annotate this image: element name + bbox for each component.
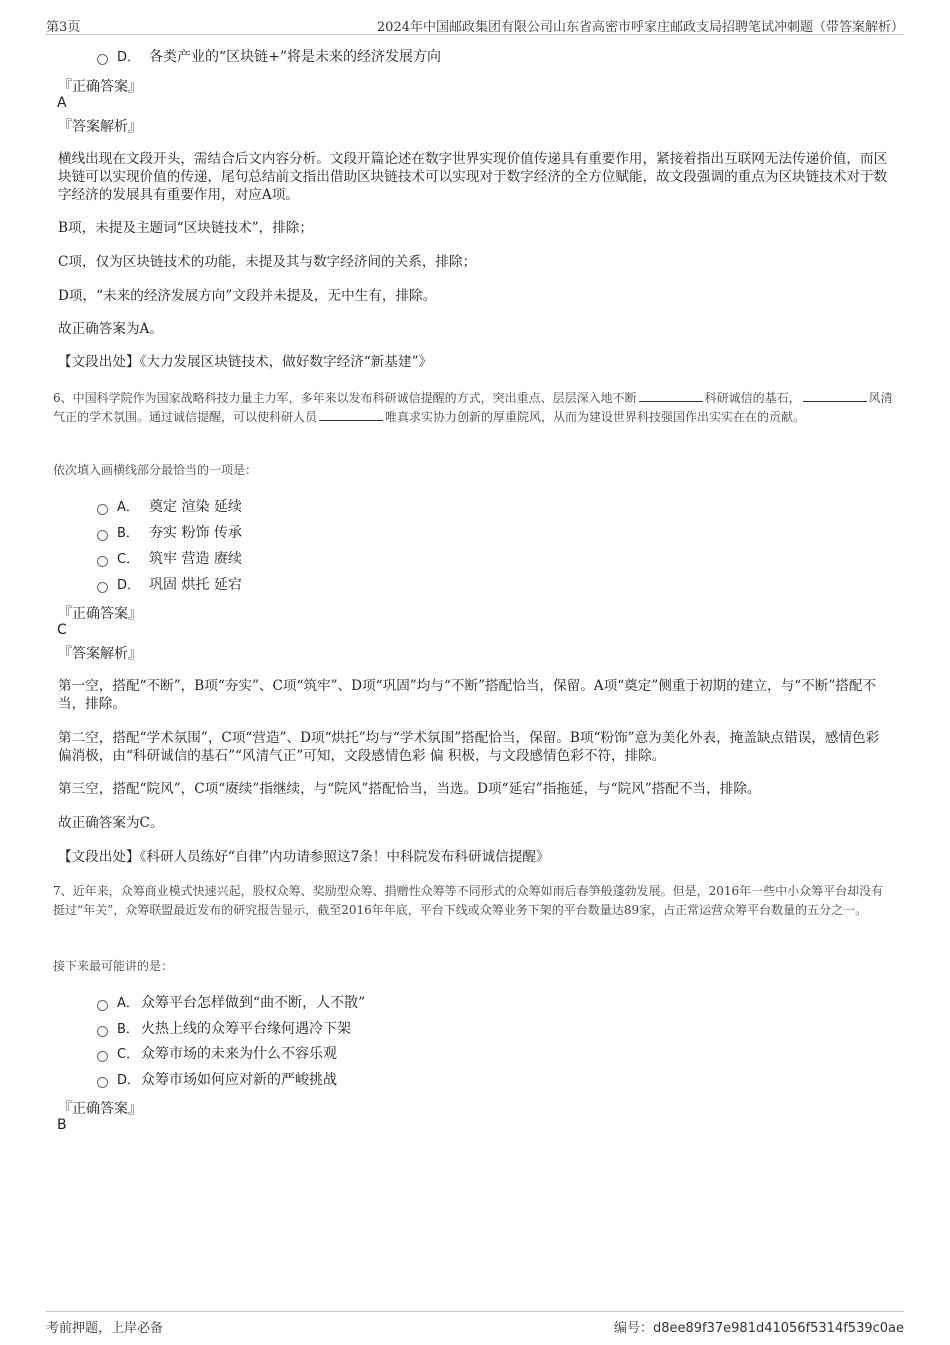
radio-icon[interactable]	[97, 1000, 108, 1011]
q5-analysis-p1: 横线出现在文段开头，需结合后文内容分析。文段开篇论述在数字世界实现价值传递具有重要作用，紧接着指出互联网无法传递价值，而区块链可以实现价值的传递，尾句总结前文指出借助区块链技术可以实现对于数字经济的全方位赋能，故文段强调的重点为区块链技术对于数字经济的发展具有重要作用，对应A项。	[58, 151, 888, 203]
option-text: 众筹市场如何应对新的严峻挑战	[141, 1072, 337, 1088]
q6-stem	[53, 389, 893, 427]
q5-source: 【文段出处】《大力发展区块链技术，做好数字经济“新基建”》	[58, 354, 433, 370]
q6-analysis-p3: 第三空，搭配“院风”，C项“赓续”指继续，与“院风”搭配恰当，当选。D项“延宕”指拖延，与“院风”搭配不当，排除。	[58, 781, 761, 797]
q6-source: 【文段出处】《科研人员练好“自律”内功请参照这7条！中科院发布科研诚信提醒》	[58, 849, 550, 865]
fill-blank	[639, 389, 703, 402]
page-number: 第3页	[46, 20, 81, 35]
document-code	[614, 1317, 904, 1336]
q6-analysis-p2: 第二空，搭配“学术氛围”，C项“营造”、D项“烘托”均与“学术氛围”搭配恰当，保留。B项“粉饰”意为美化外表，掩盖缺点错误，感情色彩偏消极，由“科研诚信的基石”“风清气正”可知，文段感情色彩 偏 积极，与文段感情色彩不符，排除。	[58, 730, 880, 764]
option-text: 奠定 渲染 延续	[149, 499, 242, 515]
radio-icon[interactable]	[97, 54, 108, 65]
code-label: 编号：	[613, 1321, 653, 1336]
q5-option-d[interactable]	[97, 47, 441, 67]
q7-answer: B	[57, 1117, 67, 1133]
q6-prompt: 依次填入画横线部分最恰当的一项是：	[53, 463, 258, 477]
q5-analysis-p4: D项，“未来的经济发展方向”文段并未提及，无中生有，排除。	[58, 288, 437, 304]
q5-analysis-label: 『答案解析』	[58, 119, 142, 135]
q6-option-d[interactable]	[97, 575, 242, 595]
q6-answer-label: 『正确答案』	[58, 606, 142, 622]
option-text: 众筹平台怎样做到“曲不断，人不散”	[141, 995, 366, 1011]
q7-option-b[interactable]	[97, 1019, 351, 1039]
q5-analysis-p2: B项，未提及主题词“区块链技术”，排除；	[58, 220, 313, 236]
q5-analysis-p3: C项，仅为区块链技术的功能，未提及其与数字经济间的关系，排除；	[58, 254, 477, 270]
option-letter: C．	[117, 552, 140, 567]
option-text: 火热上线的众筹平台缘何遇冷下架	[141, 1021, 351, 1037]
option-text: 筑牢 营造 赓续	[149, 551, 242, 567]
q6-stem-part2: 科研诚信的基石，	[704, 391, 801, 405]
option-text: 夯实 粉饰 传承	[149, 525, 242, 541]
q6-analysis-p1: 第一空，搭配“不断”，B项“夯实”、C项“筑牢”、D项“巩固”均与“不断”搭配恰当，保留。A项“奠定”侧重于初期的建立，与“不断”搭配不当，排除。	[58, 678, 877, 712]
q6-option-c[interactable]	[97, 549, 242, 569]
q6-analysis-label: 『答案解析』	[58, 646, 142, 662]
radio-icon[interactable]	[97, 1051, 108, 1062]
q6-option-b[interactable]	[97, 523, 242, 543]
option-text: 巩固 烘托 延宕	[149, 577, 242, 593]
q5-answer: A	[57, 95, 67, 111]
document-title: 2024年中国邮政集团有限公司山东省高密市呼家庄邮政支局招聘笔试冲刺题（带答案解析）	[376, 20, 904, 35]
q6-stem-part3: 风清气正的学术氛围。通过诚信提醒，可以使科研人员	[53, 391, 893, 424]
q7-answer-label: 『正确答案』	[58, 1101, 142, 1117]
q7-prompt: 接下来最可能讲的是：	[53, 959, 174, 973]
q6-stem-part1: 6、中国科学院作为国家战略科技力量主力军，多年来以发布科研诚信提醒的方式，突出重点、层层深入地不断	[53, 391, 637, 405]
radio-icon[interactable]	[97, 556, 108, 567]
option-letter: A．	[117, 500, 139, 515]
q7-option-c[interactable]	[97, 1044, 337, 1064]
page-footer	[46, 1311, 904, 1336]
radio-icon[interactable]	[97, 504, 108, 515]
fill-blank	[319, 408, 383, 421]
code-value: d8ee89f37e981d41056f5314f539c0ae	[652, 1321, 904, 1336]
option-letter: D．	[117, 50, 141, 65]
option-text: 各类产业的“区块链+”将是未来的经济发展方向	[149, 49, 442, 65]
q7-option-a[interactable]	[97, 993, 365, 1013]
radio-icon[interactable]	[97, 1077, 108, 1088]
q6-analysis-p4: 故正确答案为C。	[58, 815, 164, 831]
q6-option-a[interactable]	[97, 497, 242, 517]
option-letter: D．	[117, 578, 141, 593]
option-letter: A．	[117, 996, 139, 1011]
option-text: 众筹市场的未来为什么不容乐观	[141, 1046, 337, 1062]
radio-icon[interactable]	[97, 1026, 108, 1037]
page-header	[46, 14, 904, 35]
footer-slogan: 考前押题，上岸必备	[46, 1321, 164, 1336]
radio-icon[interactable]	[97, 582, 108, 593]
q6-answer: C	[57, 622, 67, 638]
q7-stem: 7、近年来，众筹商业模式快速兴起，股权众筹、奖励型众筹、捐赠性众筹等不同形式的众筹如雨后春笋般蓬勃发展。但是，2016年一些中小众筹平台却没有挺过“年关”，众筹联盟最近发布的研究报告显示，截至2016年年底，平台下线或众筹业务下架的平台数量达89家，占正常运营众筹平台数量的五分之一。	[53, 884, 884, 917]
fill-blank	[803, 389, 867, 402]
q7-option-d[interactable]	[97, 1070, 337, 1090]
radio-icon[interactable]	[97, 530, 108, 541]
option-letter: D．	[117, 1073, 141, 1088]
option-letter: C．	[117, 1047, 140, 1062]
q5-analysis-p5: 故正确答案为A。	[58, 321, 163, 337]
q5-answer-label: 『正确答案』	[58, 79, 142, 95]
q6-stem-part4: 唯真求实协力创新的厚重院风，从而为建设世界科技强国作出实实在在的贡献。	[385, 410, 806, 424]
option-letter: B．	[117, 1022, 139, 1037]
option-letter: B．	[117, 526, 139, 541]
